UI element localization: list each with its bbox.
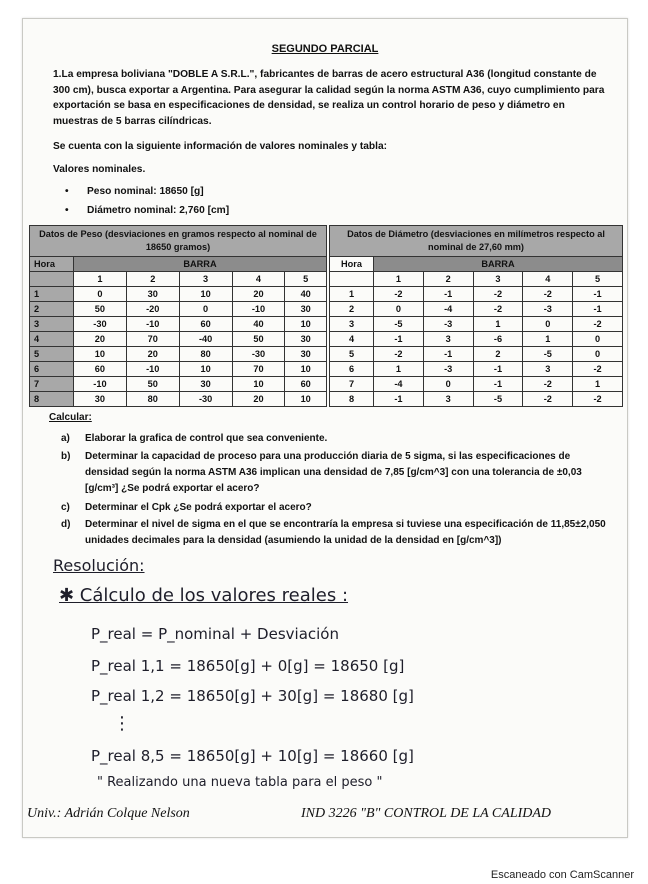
nominal-weight: • Peso nominal: 18650 [g] — [87, 186, 204, 197]
diameter-value-cell: -1 — [374, 392, 424, 407]
weight-hour-cell: 7 — [30, 377, 74, 392]
weight-value-cell: 20 — [74, 332, 127, 347]
weight-value-cell: 0 — [74, 287, 127, 302]
diameter-value-cell: -2 — [374, 287, 424, 302]
footer-course: IND 3226 "B" CONTROL DE LA CALIDAD — [301, 806, 552, 821]
weight-value-cell: 20 — [232, 392, 285, 407]
diameter-value-cell: -1 — [423, 347, 473, 362]
weight-col-header: 5 — [285, 272, 327, 287]
diameter-value-cell: -6 — [473, 332, 523, 347]
diameter-value-cell: -5 — [523, 347, 573, 362]
weight-row — [30, 302, 327, 317]
diameter-table-title: Datos de Diámetro (desviaciones en milímetros respecto al nominal de 27,60 mm) — [330, 226, 623, 257]
diameter-hour-cell: 7 — [330, 377, 374, 392]
weight-value-cell: 30 — [285, 302, 327, 317]
diameter-col-header: 2 — [423, 272, 473, 287]
diameter-row — [330, 332, 623, 347]
weight-value-cell: -10 — [126, 317, 179, 332]
weight-value-cell: 70 — [126, 332, 179, 347]
weight-row — [30, 362, 327, 377]
weight-value-cell: 40 — [232, 317, 285, 332]
diameter-value-cell: -2 — [473, 302, 523, 317]
calcular-label: Calcular: — [49, 412, 92, 423]
question-d — [61, 517, 607, 549]
diameter-row — [330, 392, 623, 407]
weight-hour-cell: 1 — [30, 287, 74, 302]
diameter-hora-header: Hora — [330, 257, 374, 272]
weight-value-cell: 70 — [232, 362, 285, 377]
diameter-col-header: 1 — [374, 272, 424, 287]
weight-value-cell: 30 — [126, 287, 179, 302]
weight-value-cell: 30 — [285, 332, 327, 347]
info-line: Se cuenta con la siguiente información de valores nominales y tabla: — [53, 141, 388, 152]
diameter-value-cell: -2 — [523, 392, 573, 407]
diameter-value-cell: -2 — [573, 362, 623, 377]
weight-hour-cell: 8 — [30, 392, 74, 407]
weight-value-cell: 50 — [232, 332, 285, 347]
weight-row — [30, 347, 327, 362]
diameter-value-cell: 1 — [523, 332, 573, 347]
weight-table-title: Datos de Peso (desviaciones en gramos respecto al nominal de 18650 gramos) — [30, 226, 327, 257]
question-a-label: a) — [61, 433, 70, 444]
resolucion-heading: Resolución: — [53, 556, 145, 575]
nominal-diameter: • Diámetro nominal: 2,760 [cm] — [87, 205, 229, 216]
equation-3: P_real 8,5 = 18650[g] + 10[g] = 18660 [g] — [91, 747, 414, 765]
nominal-heading: Valores nominales. — [53, 164, 146, 175]
diameter-row — [330, 377, 623, 392]
weight-value-cell: 30 — [74, 392, 127, 407]
diameter-value-cell: -1 — [423, 287, 473, 302]
diameter-value-cell: 0 — [374, 302, 424, 317]
diameter-value-cell: -2 — [374, 347, 424, 362]
diameter-value-cell: 3 — [423, 392, 473, 407]
weight-hour-cell: 4 — [30, 332, 74, 347]
diameter-row — [330, 287, 623, 302]
weight-col-header: 1 — [74, 272, 127, 287]
diameter-value-cell: 0 — [573, 347, 623, 362]
diameter-value-cell: -1 — [473, 377, 523, 392]
question-a — [61, 431, 607, 447]
problem-intro: 1.La empresa boliviana "DOBLE A S.R.L.", fabricantes de barras de acero estructural A36 (longitud constante de 300 cm), busca exportar a Argentina. Para asegurar la calidad según la norma ASTM A36, cuyo cumplimiento para exportación se basa en especificaciones de densidad, se realiza un control horario de peso y diámetro en muestras de 5 barras cilíndricas. — [53, 69, 605, 127]
weight-col-header: 4 — [232, 272, 285, 287]
diameter-hour-cell: 5 — [330, 347, 374, 362]
weight-row — [30, 287, 327, 302]
diameter-barra-header: BARRA — [374, 257, 623, 272]
weight-col-header: 3 — [179, 272, 232, 287]
diameter-hour-cell: 1 — [330, 287, 374, 302]
diameter-value-cell: -5 — [374, 317, 424, 332]
weight-value-cell: 10 — [232, 377, 285, 392]
weight-value-cell: -10 — [126, 362, 179, 377]
diameter-row — [330, 317, 623, 332]
diameter-value-cell: 3 — [423, 332, 473, 347]
weight-value-cell: 10 — [285, 317, 327, 332]
diameter-value-cell: -1 — [374, 332, 424, 347]
equation-1: P_real 1,1 = 18650[g] + 0[g] = 18650 [g] — [91, 657, 405, 675]
weight-value-cell: 10 — [285, 392, 327, 407]
weight-table — [29, 225, 327, 407]
diameter-value-cell: -1 — [573, 287, 623, 302]
weight-col-header: 2 — [126, 272, 179, 287]
weight-value-cell: 20 — [126, 347, 179, 362]
diameter-value-cell: 3 — [523, 362, 573, 377]
diameter-col-header: 4 — [523, 272, 573, 287]
diameter-value-cell: -2 — [573, 317, 623, 332]
question-a-text: Elaborar la grafica de control que sea conveniente. — [85, 433, 328, 444]
question-b-label: b) — [61, 451, 71, 462]
diameter-value-cell: 2 — [473, 347, 523, 362]
question-c-label: c) — [61, 502, 70, 513]
weight-value-cell: 10 — [179, 362, 232, 377]
weight-value-cell: -10 — [74, 377, 127, 392]
weight-value-cell: 60 — [285, 377, 327, 392]
weight-hour-cell: 6 — [30, 362, 74, 377]
weight-hour-cell: 2 — [30, 302, 74, 317]
weight-hour-cell: 5 — [30, 347, 74, 362]
diameter-value-cell: -1 — [473, 362, 523, 377]
question-c — [61, 500, 607, 516]
weight-barra-header: BARRA — [74, 257, 327, 272]
weight-row — [30, 317, 327, 332]
weight-value-cell: 50 — [74, 302, 127, 317]
diameter-row — [330, 362, 623, 377]
scanner-watermark: Escaneado con CamScanner — [490, 869, 634, 881]
weight-value-cell: 50 — [126, 377, 179, 392]
diameter-value-cell: -2 — [523, 377, 573, 392]
ellipsis-dots: ⋮ — [113, 713, 131, 734]
weight-value-cell: 60 — [74, 362, 127, 377]
question-b-text: Determinar la capacidad de proceso para una producción diaria de 5 sigma, si las especificaciones de densidad según la norma ASTM A36 implican una densidad de 7,85 [g/cm^3] con una tolerancia de ±0,03 [g/cm³] ¿Se podrá exportar el acero? — [85, 451, 582, 494]
weight-value-cell: 10 — [74, 347, 127, 362]
diameter-value-cell: 0 — [523, 317, 573, 332]
diameter-table — [329, 225, 623, 407]
diameter-value-cell: 1 — [573, 377, 623, 392]
weight-value-cell: -40 — [179, 332, 232, 347]
weight-value-cell: -20 — [126, 302, 179, 317]
weight-value-cell: -30 — [179, 392, 232, 407]
exam-page — [22, 18, 628, 838]
diameter-value-cell: -2 — [573, 392, 623, 407]
weight-row — [30, 332, 327, 347]
diameter-value-cell: -3 — [423, 362, 473, 377]
weight-row — [30, 377, 327, 392]
diameter-value-cell: 0 — [573, 332, 623, 347]
weight-value-cell: 10 — [285, 362, 327, 377]
question-d-text: Determinar el nivel de sigma en el que se encontraría la empresa si tuviese una especificación de 11,85±2,050 unidades decimales para la densidad (asumiendo la unidad de la densidad en [g/cm^3]) — [85, 519, 606, 546]
calculo-heading: ✱ Cálculo de los valores reales : — [59, 585, 349, 606]
diameter-col-header: 3 — [473, 272, 523, 287]
diameter-value-cell: -4 — [374, 377, 424, 392]
weight-value-cell: 30 — [179, 377, 232, 392]
question-c-text: Determinar el Cpk ¿Se podrá exportar el acero? — [85, 502, 312, 513]
weight-row — [30, 392, 327, 407]
diameter-value-cell: 0 — [423, 377, 473, 392]
diameter-value-cell: -2 — [523, 287, 573, 302]
weight-value-cell: -30 — [232, 347, 285, 362]
weight-value-cell: 80 — [179, 347, 232, 362]
equation-2: P_real 1,2 = 18650[g] + 30[g] = 18680 [g] — [91, 687, 414, 705]
diameter-value-cell: 1 — [473, 317, 523, 332]
diameter-col-header: 5 — [573, 272, 623, 287]
weight-value-cell: 0 — [179, 302, 232, 317]
diameter-value-cell: 1 — [374, 362, 424, 377]
diameter-value-cell: -1 — [573, 302, 623, 317]
question-b — [61, 449, 607, 497]
diameter-col-corner — [330, 272, 374, 287]
diameter-value-cell: -3 — [423, 317, 473, 332]
diameter-value-cell: -4 — [423, 302, 473, 317]
diameter-value-cell: -3 — [523, 302, 573, 317]
question-d-label: d) — [61, 519, 71, 530]
weight-hour-cell: 3 — [30, 317, 74, 332]
diameter-hour-cell: 3 — [330, 317, 374, 332]
page-title: SEGUNDO PARCIAL — [271, 43, 379, 55]
diameter-hour-cell: 2 — [330, 302, 374, 317]
weight-hora-header: Hora — [30, 257, 74, 272]
weight-value-cell: 40 — [285, 287, 327, 302]
weight-value-cell: 30 — [285, 347, 327, 362]
weight-value-cell: 80 — [126, 392, 179, 407]
diameter-hour-cell: 4 — [330, 332, 374, 347]
weight-value-cell: -10 — [232, 302, 285, 317]
footer-author: Univ.: Adrián Colque Nelson — [27, 806, 190, 821]
weight-value-cell: 10 — [179, 287, 232, 302]
diameter-value-cell: -2 — [473, 287, 523, 302]
weight-value-cell: 20 — [232, 287, 285, 302]
weight-value-cell: 60 — [179, 317, 232, 332]
weight-value-cell: -30 — [74, 317, 127, 332]
diameter-row — [330, 302, 623, 317]
formula-line: P_real = P_nominal + Desviación — [91, 625, 339, 643]
diameter-hour-cell: 6 — [330, 362, 374, 377]
diameter-value-cell: -5 — [473, 392, 523, 407]
diameter-hour-cell: 8 — [330, 392, 374, 407]
diameter-row — [330, 347, 623, 362]
note-line: " Realizando una nueva tabla para el peso " — [97, 775, 383, 790]
weight-col-corner — [30, 272, 74, 287]
